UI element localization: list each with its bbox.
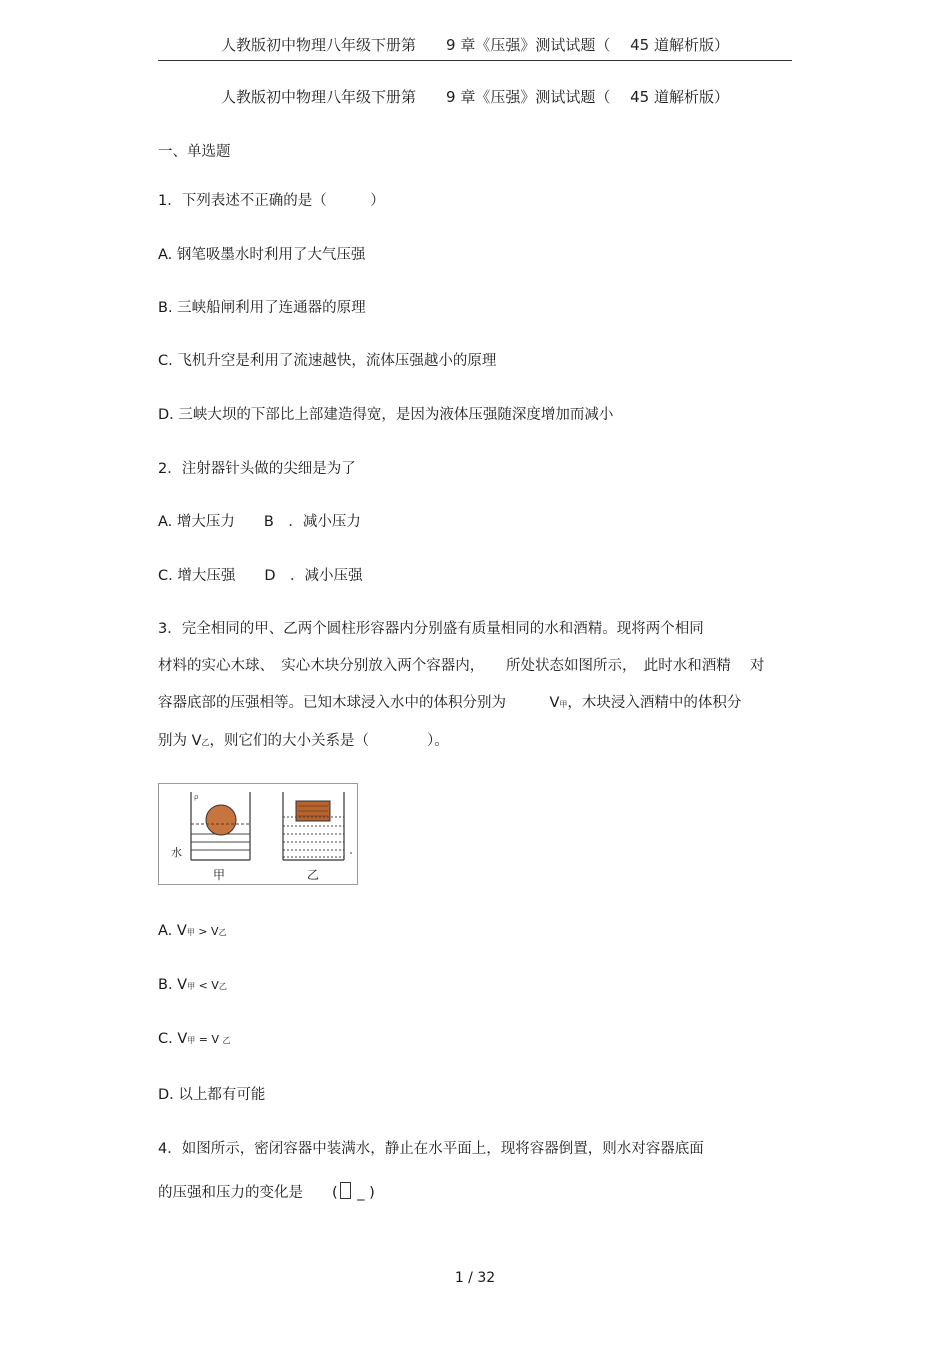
- label-jia: 甲: [213, 868, 226, 882]
- q3-option-b: [158, 977, 227, 993]
- q1-stem: 1．下列表述不正确的是（ ）: [158, 193, 385, 209]
- q3-option-d: D. 以上都有可能: [158, 1087, 266, 1103]
- q3-line-3: [158, 691, 741, 712]
- q3-line-4: [158, 729, 449, 750]
- q2-options-ab: A. 增大压力 B ．减小压力: [158, 514, 361, 530]
- q3-option-a-sub1: 甲: [186, 928, 195, 937]
- q3-option-c-sub2: 乙: [222, 1036, 231, 1045]
- q3-option-c-prefix: C. V: [158, 1031, 188, 1047]
- label-yi: 乙: [307, 868, 320, 882]
- q3-option-b-sub2: 乙: [218, 982, 227, 991]
- section-heading: 一、单选题: [158, 144, 231, 160]
- q3-line-1: 3．完全相同的甲、乙两个圆柱形容器内分别盛有质量相同的水和酒精。现将两个相同: [158, 621, 704, 637]
- wooden-ball: [206, 805, 236, 835]
- q3-option-b-prefix: B. V: [158, 977, 188, 993]
- q2-stem: 2．注射器针头做的尖细是为了: [158, 461, 356, 477]
- subscript-jia: 甲: [559, 700, 568, 709]
- document-title: 人教版初中物理八年级下册第 9 章《压强》测试试题（ 45 道解析版）: [221, 88, 729, 106]
- subscript-yi: 乙: [201, 738, 210, 747]
- q1-option-a: A. 钢笔吸墨水时利用了大气压强: [158, 247, 366, 263]
- q3-option-c: [158, 1031, 231, 1047]
- q3-option-c-op: = V: [195, 1033, 223, 1046]
- q1-option-d: D. 三峡大坝的下部比上部建造得宽，是因为液体压强随深度增加而减小: [158, 407, 614, 423]
- q3-option-a-op: > V: [194, 925, 219, 938]
- q3-line-3-text: 容器底部的压强相等。已知木球浸入水中的体积分别为 V: [158, 695, 560, 711]
- q3-line-3-tail: ，木块浸入酒精中的体积分: [567, 695, 742, 711]
- q4-line-1: 4．如图所示，密闭容器中装满水，静止在水平面上，现将容器倒置，则水对容器底面: [158, 1141, 704, 1157]
- q1-option-b: B. 三峡船闸利用了连通器的原理: [158, 300, 366, 316]
- page-number: 1 / 32: [454, 1270, 496, 1286]
- q2-options-cd: C. 增大压强 D ．减小压强: [158, 568, 363, 584]
- q3-option-a-sub2: 乙: [218, 928, 227, 937]
- container-yi: [283, 792, 352, 860]
- q3-line-2: 材料的实心木球、 实心木块分别放入两个容器内， 所处状态如图所示， 此时水和酒精 对: [158, 658, 765, 674]
- q3-figure: [158, 783, 358, 885]
- q3-option-c-sub1: 甲: [187, 1036, 196, 1045]
- q3-option-a-prefix: A. V: [158, 923, 187, 939]
- q3-option-b-op: < V: [195, 979, 219, 992]
- q3-line-4-text: 别为 V: [158, 733, 202, 749]
- svg-text:ρ: ρ: [194, 793, 199, 801]
- q4-line-2-text: 的压强和压力的变化是 (: [158, 1185, 338, 1201]
- label-water: 水: [171, 846, 182, 859]
- q1-option-c: C. 飞机升空是利用了流速越快，流体压强越小的原理: [158, 353, 497, 369]
- running-header: 人教版初中物理八年级下册第 9 章《压强》测试试题（ 45 道解析版）: [221, 36, 729, 54]
- q4-line-2: [158, 1181, 375, 1202]
- answer-box: [340, 1182, 351, 1199]
- q3-option-b-sub1: 甲: [187, 982, 196, 991]
- q3-option-a: [158, 923, 227, 939]
- q4-line-2-tail: _ ): [352, 1185, 375, 1201]
- q3-line-4-tail: ，则它们的大小关系是（ ）。: [209, 733, 449, 749]
- containers-diagram: [159, 784, 357, 884]
- container-jia: [191, 792, 250, 860]
- header-rule: [158, 60, 792, 61]
